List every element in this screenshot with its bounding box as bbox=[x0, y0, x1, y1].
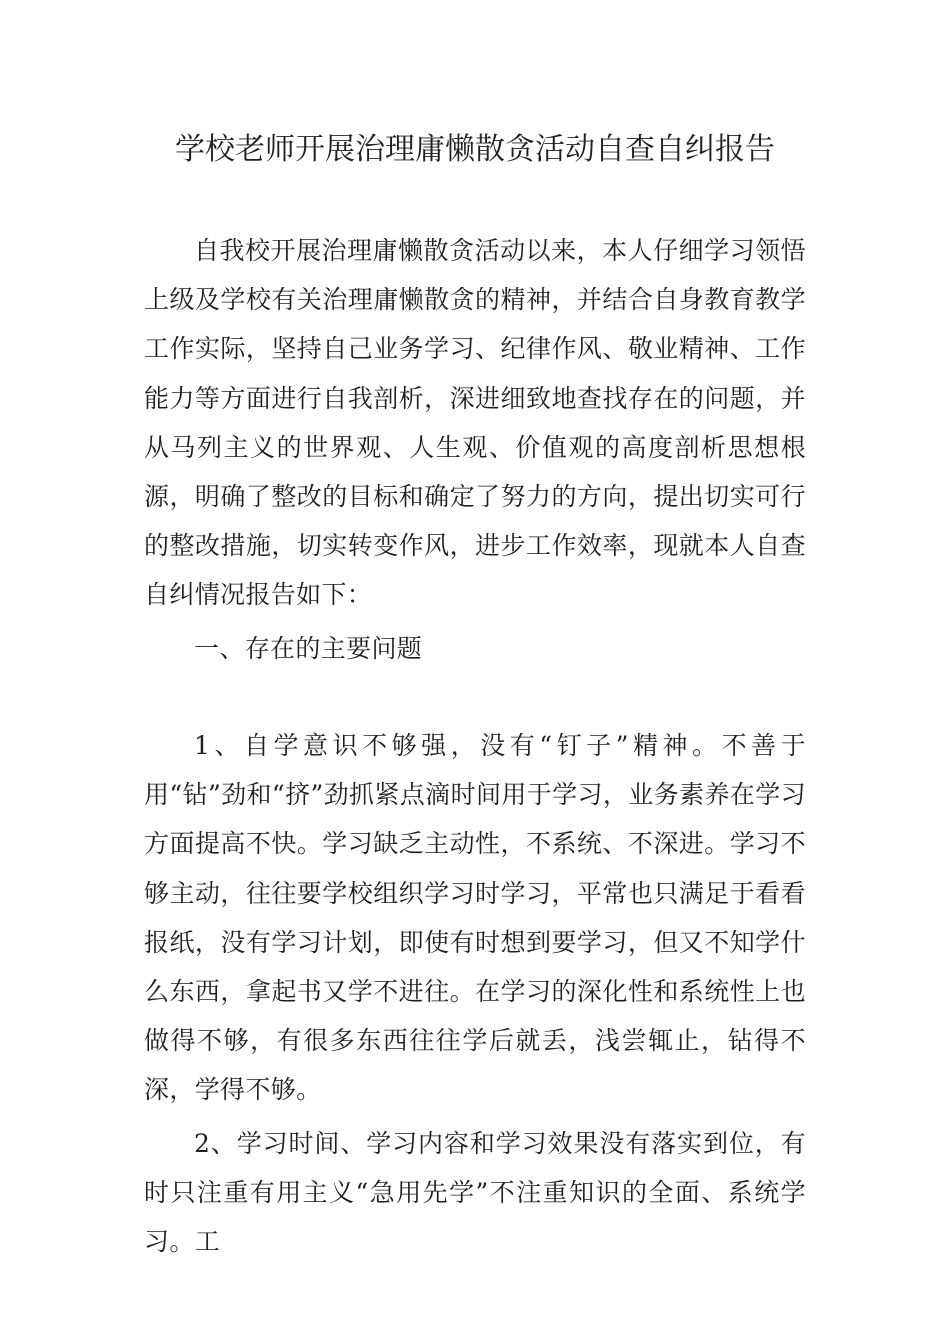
problem-item-2: 2、学习时间、学习内容和学习效果没有落实到位，有时只注重有用主义“急用先学”不注重知识的全面、系统学习。工 bbox=[144, 1129, 806, 1257]
document-title: 学校老师开展治理庸懒散贪活动自查自纠报告 bbox=[175, 132, 775, 167]
section-heading: 一、存在的主要问题 bbox=[194, 634, 423, 663]
intro-paragraph: 自我校开展治理庸懒散贪活动以来，本人仔细学习领悟上级及学校有关治理庸懒散贪的精神，并结合自身教育教学工作实际，坚持自己业务学习、纪律作风、敬业精神、工作能力等方面进行自我剖析，深进细致地查找存在的问题，并从马列主义的世界观、人生观、价值观的高度剖析思想根源，明确了整改的目标和确定了努力的方向，提出切实可行的整改措施，切实转变作风，进步工作效率，现就本人自查自纠情况报告如下： bbox=[144, 236, 806, 610]
problem-item-1: 1、自学意识不够强，没有“钉子”精神。不善于用“钻”劲和“挤”劲抓紧点滴时间用于学习，业务素养在学习方面提高不快。学习缺乏主动性，不系统、不深进。学习不够主动，往往要学校组织学习时学习，平常也只满足于看看报纸，没有学习计划，即使有时想到要学习，但又不知学什么东西，拿起书又学不进往。在学习的深化性和系统性上也做得不够，有很多东西往往学后就丢，浅尝辄止，钻得不深，学得不够。 bbox=[144, 731, 806, 1105]
